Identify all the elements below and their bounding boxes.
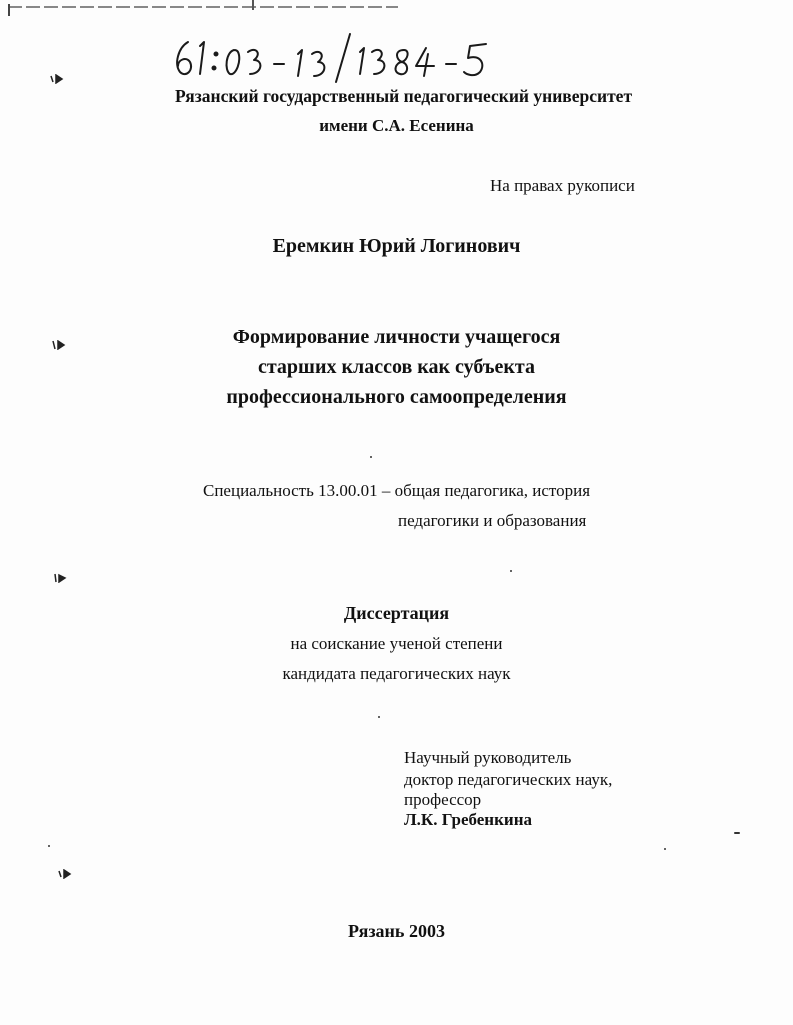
supervisor-name: Л.К. Гребенкина	[404, 810, 532, 829]
city-year: Рязань 2003	[348, 921, 445, 941]
manuscript-rights-note: На правах рукописи	[490, 176, 635, 195]
binder-hole-mark	[58, 869, 72, 879]
scan-speck	[734, 832, 740, 834]
degree-line: на соискание ученой степени	[290, 634, 503, 653]
scan-speck	[370, 456, 372, 458]
specialty-line: педагогики и образования	[398, 511, 587, 530]
university-name: Рязанский государственный педагогический университет	[175, 86, 633, 106]
degree-line: кандидата педагогических наук	[282, 664, 511, 683]
supervisor-title: профессор	[404, 790, 482, 809]
specialty-line: Специальность 13.00.01 – общая педагогика, история	[203, 481, 591, 500]
scan-speck	[378, 716, 380, 718]
dissertation-title-line: профессионального самоопределения	[226, 386, 567, 408]
author-name: Еремкин Юрий Логинович	[272, 235, 521, 257]
dissertation-title-line: Формирование личности учащегося	[232, 326, 561, 348]
supervisor-role: Научный руководитель	[404, 748, 572, 767]
scan-edge-artifact	[252, 0, 254, 10]
scan-speck	[48, 845, 50, 847]
scan-edge-artifact	[8, 6, 398, 8]
scan-speck	[664, 848, 666, 850]
binder-hole-mark	[50, 74, 64, 84]
university-honorific: имени С.А. Есенина	[319, 116, 474, 135]
scan-speck	[510, 570, 512, 572]
binder-hole-mark	[54, 573, 68, 583]
document-type-heading: Диссертация	[343, 603, 450, 623]
scan-edge-artifact	[8, 4, 10, 16]
handwritten-catalog-number	[170, 24, 510, 84]
dissertation-title-line: старших классов как субъекта	[257, 356, 535, 378]
supervisor-degree: доктор педагогических наук,	[404, 770, 613, 789]
